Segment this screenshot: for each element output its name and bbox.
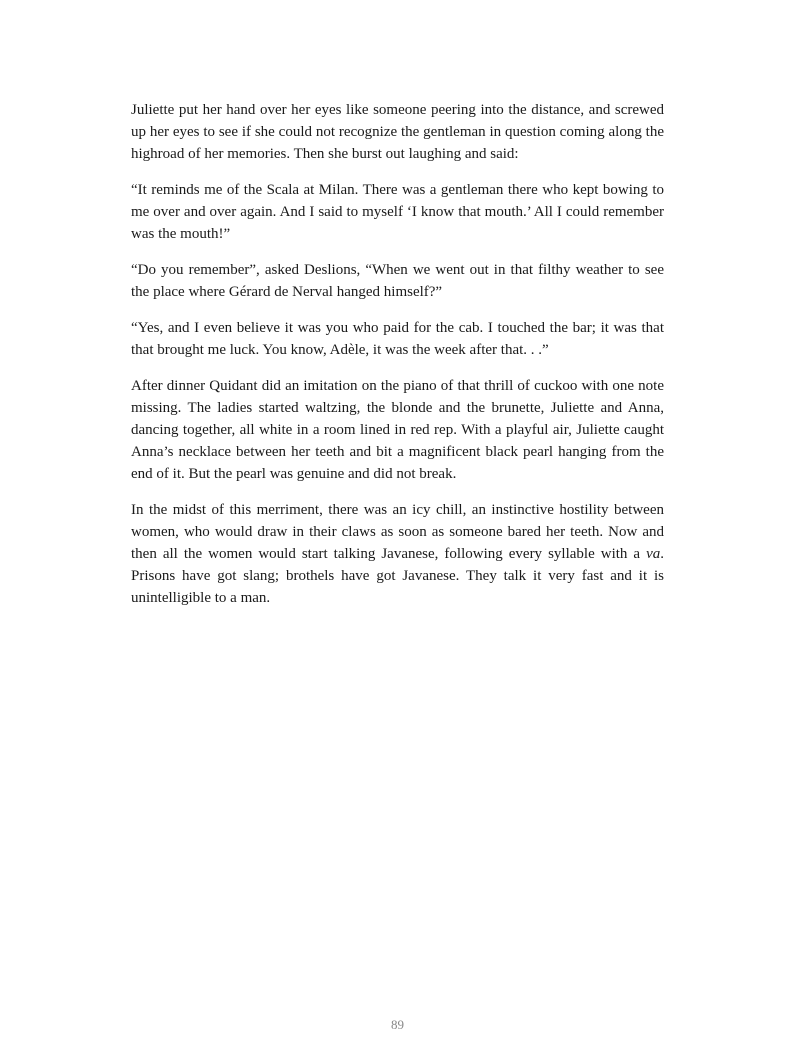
paragraph-4: “Yes, and I even believe it was you who paid for the cab. I touched the bar; it was that that brought me luck. You know, Adèle, it was the week after that. . .” bbox=[131, 320, 664, 358]
paragraph-6-end: . Prisons have got slang; brothels have got Javanese. They talk it very fast and it is unintelligible to a man. bbox=[131, 546, 664, 606]
paragraph-1: Juliette put her hand over her eyes like someone peering into the distance, and screwed up her eyes to see if she could not recognize the gentleman in question coming along the highroad of her memories. Then she burst out laughing and said: bbox=[131, 102, 664, 162]
paragraph-3: “Do you remember”, asked Deslions, “When we went out in that filthy weather to see the place where Gérard de Nerval hanged himself?” bbox=[131, 262, 664, 300]
paragraph-2: “It reminds me of the Scala at Milan. There was a gentleman there who kept bowing to me over and over again. And I said to myself ‘I know that mouth.’ All I could remember was the mouth!” bbox=[131, 182, 664, 242]
italic-word: va bbox=[646, 546, 661, 562]
page-number: 89 bbox=[391, 1017, 404, 1032]
paragraph-5: After dinner Quidant did an imitation on the piano of that thrill of cuckoo with one note missing. The ladies started waltzing, the blonde and the brunette, Juliette and Anna, dancing together, all white in a room lined in red rep. With a playful air, Juliette caught Anna’s necklace between her teeth and bit a magnificent black pearl hanging from the end of it. But the pearl was genuine and did not break. bbox=[131, 378, 664, 482]
paragraph-6 bbox=[131, 499, 664, 609]
body-text bbox=[131, 99, 664, 623]
paragraph-6-start: In the midst of this merriment, there was an icy chill, an instinctive hostility between women, who would draw in their claws as soon as someone bared her teeth. Now and then all the women would start talking Javanese, following every syllable with a bbox=[131, 502, 664, 562]
